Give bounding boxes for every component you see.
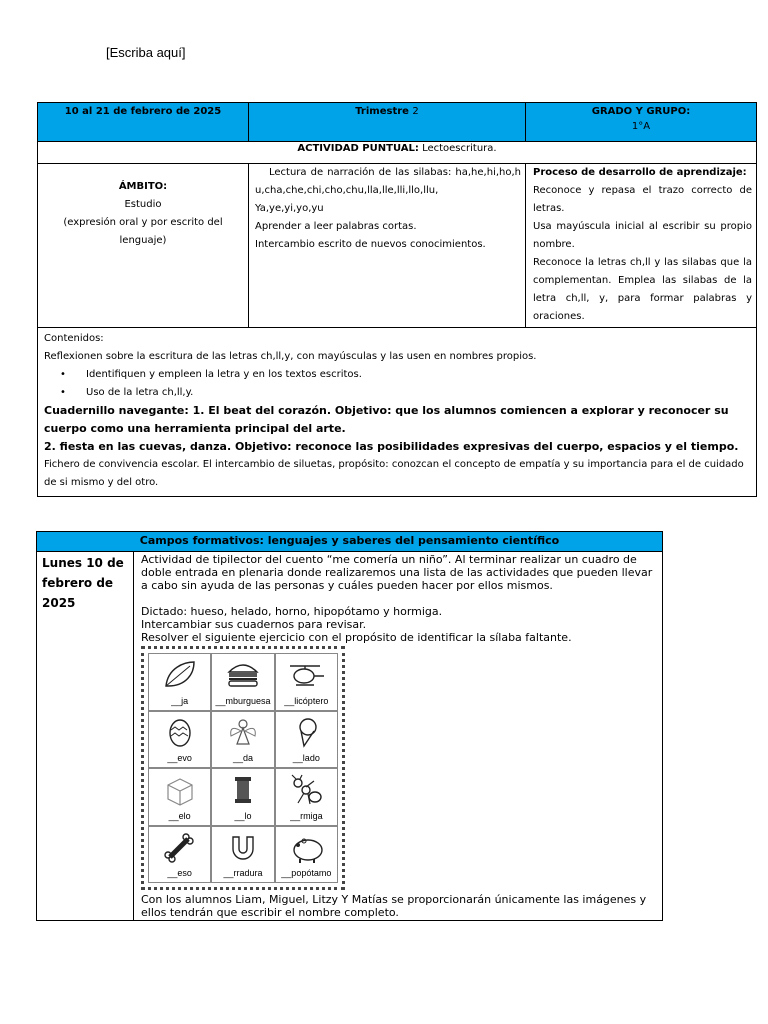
ambito-line: Estudio — [124, 199, 162, 210]
worksheet-cell — [275, 711, 338, 769]
helicopter-icon — [286, 658, 326, 692]
worksheet-label: __lo — [234, 810, 252, 821]
worksheet-cell — [275, 768, 338, 826]
closing-text: Con los alumnos Liam, Miguel, Litzy Y Matías se proporcionarán únicamente las imágenes y ellos tendrán que escribir el nombre completo. — [141, 893, 647, 919]
page-header: [Escriba aquí] — [106, 45, 186, 60]
bullet-text: Identifiquen y empleen la letra y en los textos escritos. — [86, 369, 362, 380]
grade-value: 1°A — [631, 121, 651, 132]
dates-cell — [38, 103, 249, 142]
reading-line: Aprender a leer palabras cortas. — [255, 221, 417, 232]
worksheet-cell — [211, 711, 274, 769]
plan-table — [37, 102, 757, 497]
campos-table — [36, 531, 663, 921]
hippo-icon — [286, 831, 326, 865]
egg-icon — [160, 716, 200, 750]
process-title: Proceso de desarrollo de aprendizaje: — [533, 167, 747, 178]
ambito-line: lenguaje) — [119, 235, 167, 246]
activity-label: ACTIVIDAD PUNTUAL: — [297, 143, 419, 154]
leaf-icon — [160, 658, 200, 692]
ambito-cell — [38, 164, 249, 328]
worksheet-label: __evo — [167, 753, 192, 763]
ice-cream-icon — [286, 716, 326, 750]
grade-cell — [526, 103, 757, 142]
dictado-text: Dictado: hueso, helado, horno, hipopótamo y hormiga. — [141, 605, 443, 618]
worksheet-label: __ja — [171, 695, 189, 706]
process-line: Reconoce la letras ch,ll y las silabas que la complementan. Emplea las silabas de la letra ch,ll, y, para formar palabras y oraciones. — [533, 257, 752, 322]
worksheet-label: __lado — [292, 753, 320, 763]
worksheet-cell — [148, 826, 211, 884]
worksheet-cell — [211, 653, 274, 711]
fairy-icon — [223, 716, 263, 750]
burger-icon — [223, 658, 263, 692]
activity-cell — [38, 142, 757, 164]
ambito-title: ÁMBITO: — [118, 181, 168, 192]
worksheet-label: __popótamo — [281, 868, 332, 878]
process-line: Reconoce y repasa el trazo correcto de letras. — [533, 185, 752, 214]
worksheet-cell — [148, 711, 211, 769]
contents-label: Contenidos: — [44, 333, 104, 344]
worksheet-cell — [148, 768, 211, 826]
trimester-cell — [249, 103, 526, 142]
ambito-line: (expresión oral y por escrito del — [63, 217, 223, 228]
worksheet-label: __elo — [168, 810, 191, 821]
activity-value: Lectoescritura. — [422, 143, 497, 154]
bullet-text: Uso de la letra ch,ll,y. — [86, 387, 194, 398]
cuadernillo-text: Cuadernillo navegante: 1. El beat del corazón. Objetivo: que los alumnos comiencen a explorar y reconocer su cuerpo como una herramienta principal del arte. — [44, 404, 729, 435]
bullet-item: • Identifiquen y empleen la letra y en los textos escritos. — [60, 369, 362, 380]
grade-label: GRADO Y GRUPO: — [591, 106, 691, 117]
worksheet-cell — [275, 826, 338, 884]
worksheet-cell — [211, 768, 274, 826]
process-line: Usa mayúscula inicial al escribir su propio nombre. — [533, 221, 752, 250]
worksheet-label: __da — [232, 753, 253, 763]
day-cell: Lunes 10 de febrero de 2025 — [37, 552, 134, 921]
reading-line: Intercambio escrito de nuevos conocimientos. — [255, 239, 486, 250]
contents-cell — [38, 328, 757, 497]
horseshoe-icon — [223, 831, 263, 865]
activity-detail-cell — [134, 552, 663, 921]
worksheet-label: __rradura — [223, 868, 263, 878]
worksheet-cell — [275, 653, 338, 711]
bullet-item: • Uso de la letra ch,ll,y. — [60, 387, 194, 398]
trimester-value: 2 — [412, 106, 419, 117]
syllable-worksheet — [141, 646, 345, 890]
worksheet-label: __eso — [167, 868, 192, 878]
worksheet-label: __rmiga — [290, 810, 323, 821]
fichero-text: Fichero de convivencia escolar. El intercambio de siluetas, propósito: conozcan el concepto de empatía y su importancia para el de cuidado de si mismo y del otro. — [44, 459, 744, 488]
dates-text: 10 al 21 de febrero de 2025 — [64, 106, 222, 117]
bone-icon — [160, 831, 200, 865]
worksheet-label: __mburguesa — [215, 695, 271, 706]
ant-icon — [286, 773, 326, 807]
thread-spool-icon — [223, 773, 263, 807]
ice-cube-icon — [160, 773, 200, 807]
campos-title: Campos formativos: lenguajes y saberes del pensamiento científico — [37, 532, 663, 552]
worksheet-cell — [148, 653, 211, 711]
process-cell — [526, 164, 757, 328]
reading-cell — [249, 164, 526, 328]
activity-1-text: Actividad de tipilector del cuento “me comería un niño”. Al terminar realizar un cuadro de doble entrada en plenaria donde realizaremos una lista de las actividades que pueden llevar a cabo sin ayuda de las personas y cuáles pueden hacer por ellos mismos. — [141, 553, 653, 592]
exchange-text: Intercambiar sus cuadernos para revisar. — [141, 618, 367, 631]
reading-line: Ya,ye,yi,yo,yu — [255, 203, 324, 214]
worksheet-label: __licóptero — [284, 695, 329, 706]
worksheet-cell — [211, 826, 274, 884]
exercise-text: Resolver el siguiente ejercicio con el propósito de identificar la sílaba faltante. — [141, 631, 572, 644]
fiesta-text: 2. fiesta en las cuevas, danza. Objetivo: reconoce las posibilidades expresivas del cuerpo, espacios y el tiempo. — [44, 440, 739, 453]
reading-line: Lectura de narración de las silabas: ha,he,hi,ho,hu,cha,che,chi,cho,chu,lla,lle,lli,llo,llu, — [255, 167, 521, 196]
trimester-label: Trimestre — [355, 106, 409, 117]
contents-intro: Reflexionen sobre la escritura de las letras ch,ll,y, con mayúsculas y las usen en nombres propios. — [44, 351, 537, 362]
